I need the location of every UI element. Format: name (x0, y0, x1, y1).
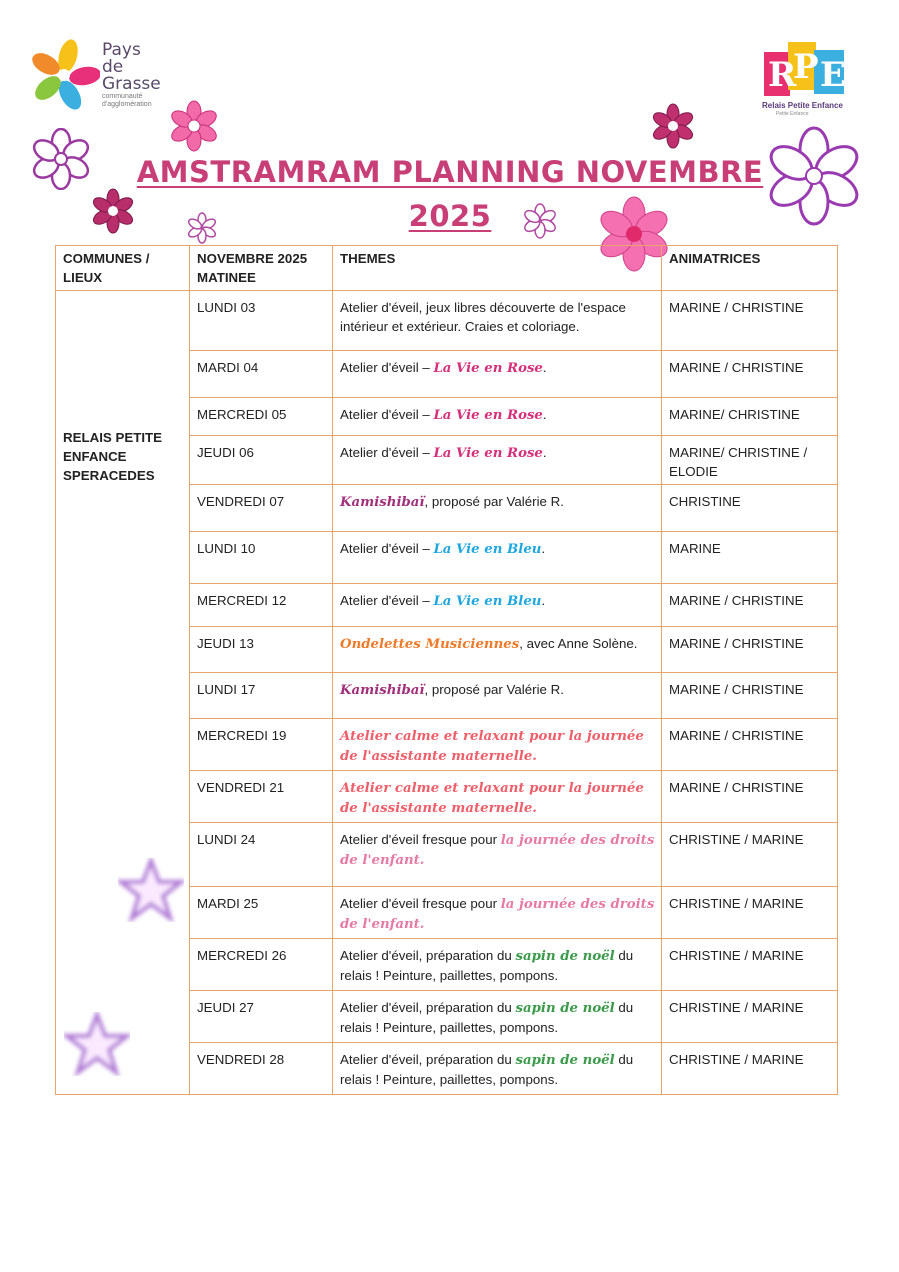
date-cell: LUNDI 24 (190, 823, 333, 887)
svg-text:P: P (793, 47, 819, 87)
theme-highlight: La Vie en Rose (433, 408, 543, 423)
theme-text-after: . (541, 593, 546, 608)
flower-icon (30, 128, 92, 190)
theme-cell (333, 991, 662, 1043)
page-title-year: 2025 (408, 199, 492, 233)
theme-cell (333, 398, 662, 436)
theme-text-after: du relais ! Peinture, paillettes, pompons. (340, 1052, 634, 1087)
animatrices-cell: MARINE / CHRISTINE (662, 673, 838, 719)
theme-cell (333, 532, 662, 584)
rpe-initials: R (768, 55, 797, 95)
rpe-caption-small: Petite Enfance (776, 111, 809, 117)
animatrices-cell: MARINE/ CHRISTINE (662, 398, 838, 436)
animatrices-cell: MARINE / CHRISTINE (662, 351, 838, 398)
date-cell: MERCREDI 19 (190, 719, 333, 771)
page-title: AMSTRAMRAM PLANNING NOVEMBRE (136, 155, 764, 189)
theme-cell (333, 887, 662, 939)
theme-cell (333, 719, 662, 771)
theme-text: Atelier d'éveil – (340, 593, 434, 608)
theme-highlight: La Vie en Rose (433, 446, 543, 461)
date-cell: MERCREDI 12 (190, 584, 333, 627)
header-themes: THEMES (333, 246, 662, 291)
theme-highlight: Atelier calme et relaxant pour la journée de l'assistante maternelle. (340, 729, 644, 764)
rpe-caption: Relais Petite Enfance (762, 101, 843, 110)
theme-text: Atelier d'éveil – (340, 407, 434, 422)
animatrices-cell: CHRISTINE / MARINE (662, 887, 838, 939)
date-cell: JEUDI 06 (190, 436, 333, 485)
theme-text-after: du relais ! Peinture, paillettes, pompons. (340, 1000, 634, 1035)
star-icon (118, 858, 184, 922)
date-cell: LUNDI 10 (190, 532, 333, 584)
theme-text-after: . (542, 407, 547, 422)
theme-cell (333, 485, 662, 532)
theme-cell (333, 771, 662, 823)
theme-text: Atelier d'éveil, préparation du (340, 948, 516, 963)
theme-cell (333, 823, 662, 887)
table-row (56, 291, 838, 351)
date-cell: JEUDI 13 (190, 627, 333, 673)
theme-highlight: La Vie en Rose (433, 361, 543, 376)
date-cell: JEUDI 27 (190, 991, 333, 1043)
theme-highlight: La Vie en Bleu (433, 594, 542, 609)
animatrices-cell: MARINE / CHRISTINE (662, 291, 838, 351)
theme-text: Atelier d'éveil, préparation du (340, 1052, 516, 1067)
theme-text: Atelier d'éveil – (340, 445, 434, 460)
theme-cell (333, 939, 662, 991)
animatrices-cell: CHRISTINE / MARINE (662, 991, 838, 1043)
theme-highlight: La Vie en Bleu (433, 542, 542, 557)
pays-de-grasse-logo (30, 38, 180, 118)
planning-table (55, 245, 838, 1095)
date-cell: LUNDI 17 (190, 673, 333, 719)
theme-text-after: du relais ! Peinture, paillettes, pompons. (340, 948, 634, 983)
lieu-cell: RELAIS PETITE ENFANCE SPERACEDES (56, 291, 190, 1095)
theme-highlight: la journée des droits de l'enfant. (340, 833, 655, 868)
flower-icon (650, 103, 696, 149)
theme-text: Atelier d'éveil, préparation du (340, 1000, 516, 1015)
header-date: NOVEMBRE 2025 MATINEE (190, 246, 333, 291)
animatrices-cell: MARINE/ CHRISTINE / ELODIE (662, 436, 838, 485)
theme-highlight: sapin de noël (515, 1053, 615, 1068)
theme-text-after: , proposé par Valérie R. (424, 494, 564, 509)
animatrices-cell: CHRISTINE / MARINE (662, 1043, 838, 1095)
svg-text:E: E (820, 55, 846, 95)
theme-text: Atelier d'éveil fresque pour (340, 832, 501, 847)
date-cell: VENDREDI 07 (190, 485, 333, 532)
date-cell: MARDI 04 (190, 351, 333, 398)
theme-highlight: Ondelettes Musiciennes (340, 637, 520, 652)
animatrices-cell: MARINE / CHRISTINE (662, 771, 838, 823)
theme-cell (333, 584, 662, 627)
rpe-logo-icon (758, 38, 853, 100)
theme-cell (333, 291, 662, 351)
animatrices-cell: CHRISTINE / MARINE (662, 939, 838, 991)
theme-text: Atelier d'éveil – (340, 360, 434, 375)
animatrices-cell: CHRISTINE / MARINE (662, 823, 838, 887)
animatrices-cell: MARINE / CHRISTINE (662, 584, 838, 627)
logo-left-title: Pays de Grasse (102, 40, 161, 94)
date-cell: MERCREDI 05 (190, 398, 333, 436)
rpe-logo (758, 38, 858, 118)
flower-logo-icon (30, 38, 100, 113)
theme-highlight: la journée des droits de l'enfant. (340, 897, 655, 932)
flower-icon (168, 100, 220, 152)
date-cell: VENDREDI 28 (190, 1043, 333, 1095)
animatrices-cell: MARINE / CHRISTINE (662, 627, 838, 673)
theme-highlight: Kamishibaï (340, 683, 425, 698)
theme-cell (333, 436, 662, 485)
date-cell: MARDI 25 (190, 887, 333, 939)
theme-highlight: Kamishibaï (340, 495, 425, 510)
logo-left-subtitle: communauté d'agglomération (102, 93, 152, 108)
theme-text: Atelier d'éveil, jeux libres découverte de l'espace intérieur et extérieur. Craies et coloriage. (340, 300, 626, 334)
theme-highlight: sapin de noël (515, 1001, 615, 1016)
theme-highlight: Atelier calme et relaxant pour la journée de l'assistante maternelle. (340, 781, 644, 816)
animatrices-cell: MARINE (662, 532, 838, 584)
theme-cell (333, 627, 662, 673)
star-icon (64, 1012, 130, 1076)
theme-text-after: . (542, 445, 547, 460)
theme-text-after: . (542, 360, 547, 375)
theme-text-after: , proposé par Valérie R. (424, 682, 564, 697)
date-cell: VENDREDI 21 (190, 771, 333, 823)
date-cell: MERCREDI 26 (190, 939, 333, 991)
theme-cell (333, 1043, 662, 1095)
theme-text-after: , avec Anne Solène. (519, 636, 638, 651)
animatrices-cell: MARINE / CHRISTINE (662, 719, 838, 771)
theme-text-after: . (541, 541, 546, 556)
header-communes: COMMUNES / LIEUX (56, 246, 190, 291)
header-animatrices: ANIMATRICES (662, 246, 838, 291)
date-cell: LUNDI 03 (190, 291, 333, 351)
theme-highlight: sapin de noël (515, 949, 615, 964)
theme-text: Atelier d'éveil – (340, 541, 434, 556)
theme-cell (333, 351, 662, 398)
theme-text: Atelier d'éveil fresque pour (340, 896, 501, 911)
theme-cell (333, 673, 662, 719)
animatrices-cell: CHRISTINE (662, 485, 838, 532)
